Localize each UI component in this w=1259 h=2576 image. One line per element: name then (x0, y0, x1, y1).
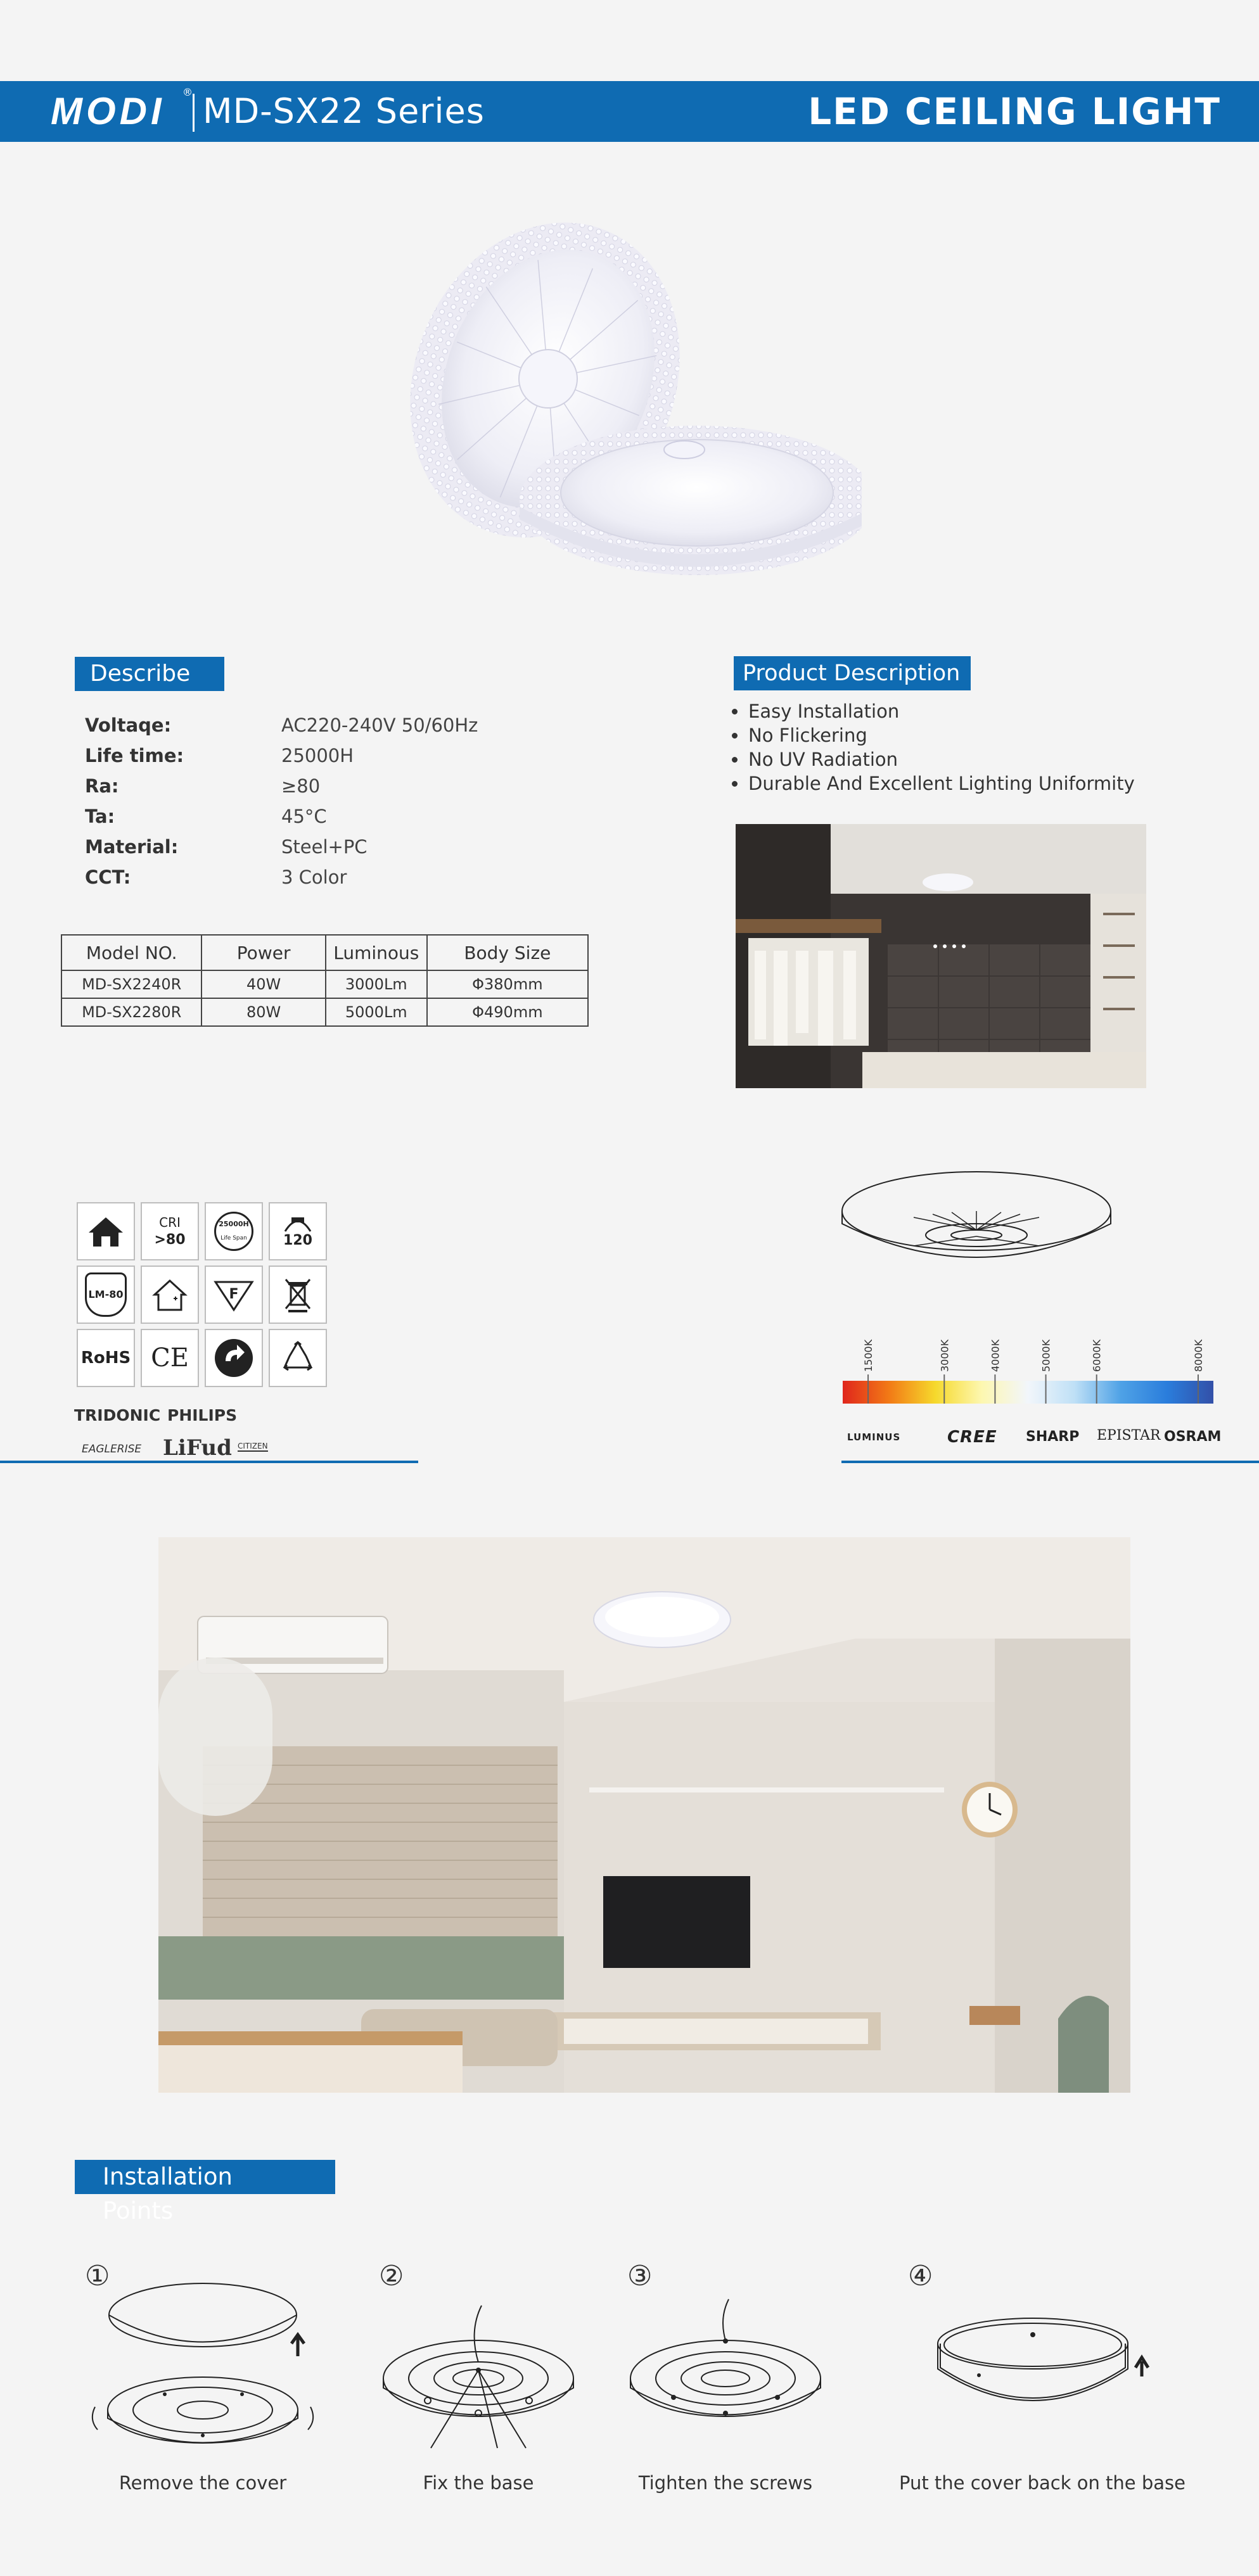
list-item: No Flickering (732, 723, 1188, 747)
cct-tick-label: 4000K (989, 1339, 1002, 1372)
step-2-diagram (374, 2293, 583, 2464)
driver-brand-logos (74, 1406, 277, 1463)
lifespan-icon (205, 1202, 263, 1260)
spec-value: 3 Color (281, 866, 347, 888)
cct-tick-label: 8000K (1192, 1339, 1205, 1372)
citizen-logo: CITIZEN (238, 1442, 268, 1450)
step-2-caption: Fix the base (423, 2472, 534, 2494)
spec-key: Ta: (85, 806, 115, 827)
table-row (61, 970, 588, 998)
lm80-label: LM-80 (85, 1272, 127, 1317)
cct-tick-label: 3000K (938, 1339, 951, 1372)
sharp-logo: SHARP (1026, 1429, 1080, 1445)
spec-value: 45°C (281, 806, 327, 827)
lifespan-value: 25000H (219, 1220, 249, 1228)
spec-row-ra (85, 771, 528, 801)
cell-power: 80W (201, 998, 325, 1026)
spec-value: AC220-240V 50/60Hz (281, 714, 478, 736)
cree-logo: CREE (947, 1428, 997, 1447)
step-2-number: ② (379, 2260, 404, 2292)
osram-logo: OSRAM (1164, 1429, 1222, 1445)
table-header-row (61, 935, 588, 970)
spec-key: Material: (85, 836, 179, 858)
installation-label: Installation Points (75, 2160, 335, 2194)
col-header-model: Model NO. (61, 935, 201, 970)
beam-angle-value: 120 (283, 1233, 312, 1248)
spec-key: Voltaqe: (85, 714, 172, 736)
spec-value: 25000H (281, 745, 354, 766)
step-4-diagram (925, 2306, 1166, 2445)
cell-body-size: Φ380mm (427, 970, 588, 998)
tridonic-logo: TRIDONIC (74, 1406, 161, 1424)
product-description-label: Product Description (734, 656, 971, 690)
series-title: MD-SX22 Series (203, 91, 485, 131)
col-header-power: Power (201, 935, 325, 970)
describe-label: Describe (75, 657, 224, 691)
spec-row-material (85, 832, 528, 862)
feature-list (732, 699, 1188, 796)
lm80-icon (77, 1266, 135, 1324)
lifespan-label: Life Span (220, 1235, 247, 1241)
cell-luminous: 5000Lm (326, 998, 427, 1026)
step-3-number: ③ (627, 2260, 653, 2292)
spec-key: CCT: (85, 866, 131, 888)
luminus-logo: LUMINUS (847, 1431, 901, 1443)
cri-label: CRI (159, 1215, 181, 1230)
home-use-icon (77, 1202, 135, 1260)
f-mark-icon (205, 1266, 263, 1324)
lamp-line-drawing (838, 1167, 1115, 1274)
cell-luminous: 3000Lm (326, 970, 427, 998)
header-divider (193, 94, 195, 132)
chip-brand-logos (847, 1428, 1222, 1453)
brand-logo: MODI (51, 90, 165, 132)
spec-row-lifetime (85, 740, 528, 771)
lifud-logo: LiFud (163, 1435, 232, 1461)
cell-model: MD-SX2240R (61, 970, 201, 998)
f-mark-label: F (229, 1286, 239, 1302)
recycle-arrow-icon (205, 1329, 263, 1387)
hero-product-image (393, 209, 862, 589)
list-item: Easy Installation (732, 699, 1188, 723)
step-1-caption: Remove the cover (118, 2472, 287, 2494)
spec-list (85, 710, 528, 900)
rohs-icon: RoHS (77, 1329, 135, 1387)
spec-row-cct (85, 862, 528, 892)
col-header-body-size: Body Size (427, 935, 588, 970)
step-4-number: ④ (908, 2260, 933, 2292)
cct-tick-label: 1500K (862, 1339, 875, 1372)
cct-tick-label: 6000K (1090, 1339, 1103, 1372)
ce-mark-icon: CE (141, 1329, 199, 1387)
col-header-luminous: Luminous (326, 935, 427, 970)
spec-value: Steel+PC (281, 836, 367, 858)
list-item: No UV Radiation (732, 747, 1188, 771)
cri-icon (141, 1202, 199, 1260)
product-category: LED CEILING LIGHT (808, 90, 1221, 133)
cct-tick-label: 5000K (1040, 1339, 1052, 1372)
certification-grid (77, 1202, 343, 1392)
weee-bin-icon (269, 1266, 327, 1324)
epistar-logo: EPISTAR (1097, 1428, 1161, 1443)
living-room-photo (158, 1537, 1130, 2093)
section-divider-right (841, 1461, 1259, 1463)
cell-body-size: Φ490mm (427, 998, 588, 1026)
spec-row-voltage (85, 710, 528, 740)
spec-key: Ra: (85, 775, 119, 797)
bedroom-photo (736, 824, 1146, 1088)
spec-row-ta (85, 801, 528, 832)
beam-angle-icon (269, 1202, 327, 1260)
table-row (61, 998, 588, 1026)
cct-scale (843, 1330, 1213, 1406)
model-spec-table (61, 934, 589, 1027)
eaglerise-logo: EAGLERISE (82, 1443, 142, 1456)
step-3-diagram (624, 2293, 827, 2464)
spec-key: Life time: (85, 745, 184, 766)
recycle-symbol-icon (269, 1329, 327, 1387)
step-1-diagram (76, 2274, 317, 2464)
step-3-caption: Tighten the screws (638, 2472, 813, 2494)
philips-logo: PHILIPS (167, 1406, 238, 1424)
registered-mark: ® (182, 86, 193, 98)
indoor-use-icon (141, 1266, 199, 1324)
step-4-caption: Put the cover back on the base (898, 2472, 1186, 2494)
cri-value: >80 (154, 1232, 186, 1248)
cell-power: 40W (201, 970, 325, 998)
list-item: Durable And Excellent Lighting Uniformity (732, 771, 1188, 796)
step-1-number: ① (85, 2260, 110, 2292)
section-divider-left (0, 1461, 418, 1463)
cct-gradient-bar (843, 1330, 1213, 1406)
cell-model: MD-SX2280R (61, 998, 201, 1026)
spec-value: ≥80 (281, 775, 321, 797)
